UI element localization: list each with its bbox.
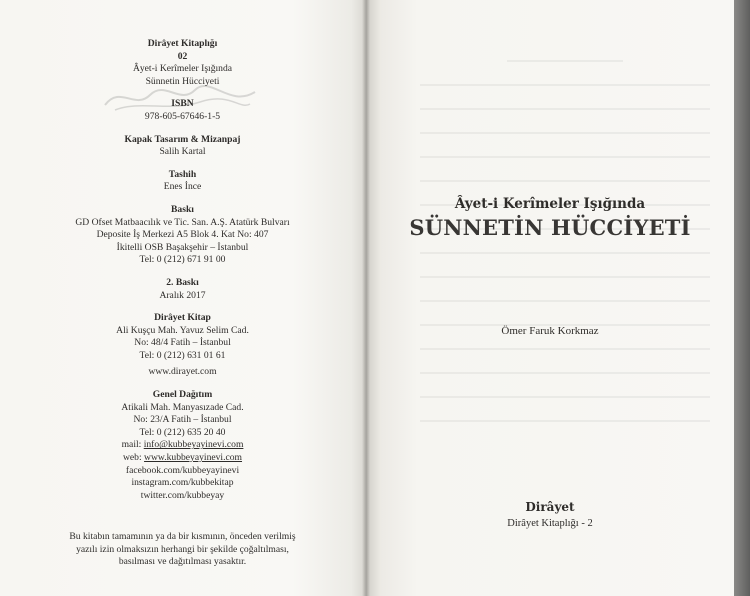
copyright-line: yazılı izin olmaksızın herhangi bir şekilde çoğaltılması, — [76, 543, 289, 555]
proofreader: Enes İnce — [163, 181, 202, 193]
distribution-line: No: 23/A Fatih – İstanbul — [133, 414, 232, 426]
proofreading-label: Tashih — [168, 168, 197, 180]
page-edge — [734, 0, 750, 596]
publisher-line: Ali Kuşçu Mah. Yavuz Selim Cad. — [116, 324, 249, 336]
isbn-label: ISBN — [171, 98, 194, 110]
edition-label: 2. Baskı — [166, 276, 199, 288]
facebook-handle: facebook.com/kubbeyayinevi — [125, 464, 240, 476]
book-title-line2: Sünnetin Hücciyeti — [145, 75, 220, 87]
copyright-line: Bu kitabın tamamının ya da bir kısmının, önceden verilmiş — [69, 531, 296, 542]
copyright-line: basılması ve dağıtılması yasaktır. — [118, 556, 247, 568]
isbn-value: 978-605-67646-1-5 — [144, 110, 221, 122]
bleed-through-text — [420, 60, 710, 500]
book-title-line1: Âyet-i Kerîmeler Işığında — [132, 63, 233, 75]
printer-line: GD Ofset Matbaacılık ve Tic. San. A.Ş. Atatürk Bulvarı — [75, 216, 290, 228]
book-gutter — [362, 0, 370, 596]
publisher-line: No: 48/4 Fatih – İstanbul — [134, 337, 231, 349]
publisher-line: Tel: 0 (212) 631 01 61 — [139, 349, 226, 361]
printer-line: Tel: 0 (212) 671 91 00 — [139, 254, 226, 266]
series-name: Dirâyet Kitaplığı - 2 — [507, 518, 593, 529]
cover-designer: Salih Kartal — [159, 146, 206, 158]
mail-link[interactable]: info@kubbeyayinevi.com — [143, 439, 244, 451]
print-label: Baskı — [171, 203, 194, 215]
distribution-label: Genel Dağıtım — [152, 389, 213, 401]
publisher-name: Dirâyet — [525, 500, 575, 514]
series-number: 02 — [177, 50, 188, 62]
book-title: SÜNNETİN HÜCCİYETİ — [409, 215, 691, 240]
twitter-handle: twitter.com/kubbeyay — [140, 489, 225, 501]
series-title: Dirâyet Kitaplığı — [147, 38, 218, 49]
colophon — [50, 38, 315, 502]
printer-line: İkitelli OSB Başakşehir – İstanbul — [116, 241, 249, 253]
book-subtitle: Âyet-i Kerîmeler Işığında — [454, 196, 646, 212]
author-name: Ömer Faruk Korkmaz — [501, 325, 599, 337]
cover-design-label: Kapak Tasarım & Mizanpaj — [124, 133, 241, 145]
printer-line: Deposite İş Merkezi A5 Blok 4. Kat No: 407 — [96, 229, 269, 241]
mail-line — [50, 439, 315, 452]
distribution-line: Atikali Mah. Manyasızade Cad. — [121, 401, 244, 413]
distribution-line: Tel: 0 (212) 635 20 40 — [139, 426, 226, 438]
publisher-website: www.dirayet.com — [148, 366, 217, 378]
web-line — [50, 452, 315, 465]
copyright-notice — [40, 531, 325, 569]
publisher-label: Dirâyet Kitap — [154, 312, 211, 324]
web-prefix: web: — [122, 452, 145, 464]
mail-prefix: mail: — [121, 439, 144, 451]
web-link[interactable]: www.kubbeyayinevi.com — [144, 452, 243, 464]
instagram-handle: instagram.com/kubbekitap — [131, 477, 234, 489]
edition-date: Aralık 2017 — [159, 289, 206, 301]
